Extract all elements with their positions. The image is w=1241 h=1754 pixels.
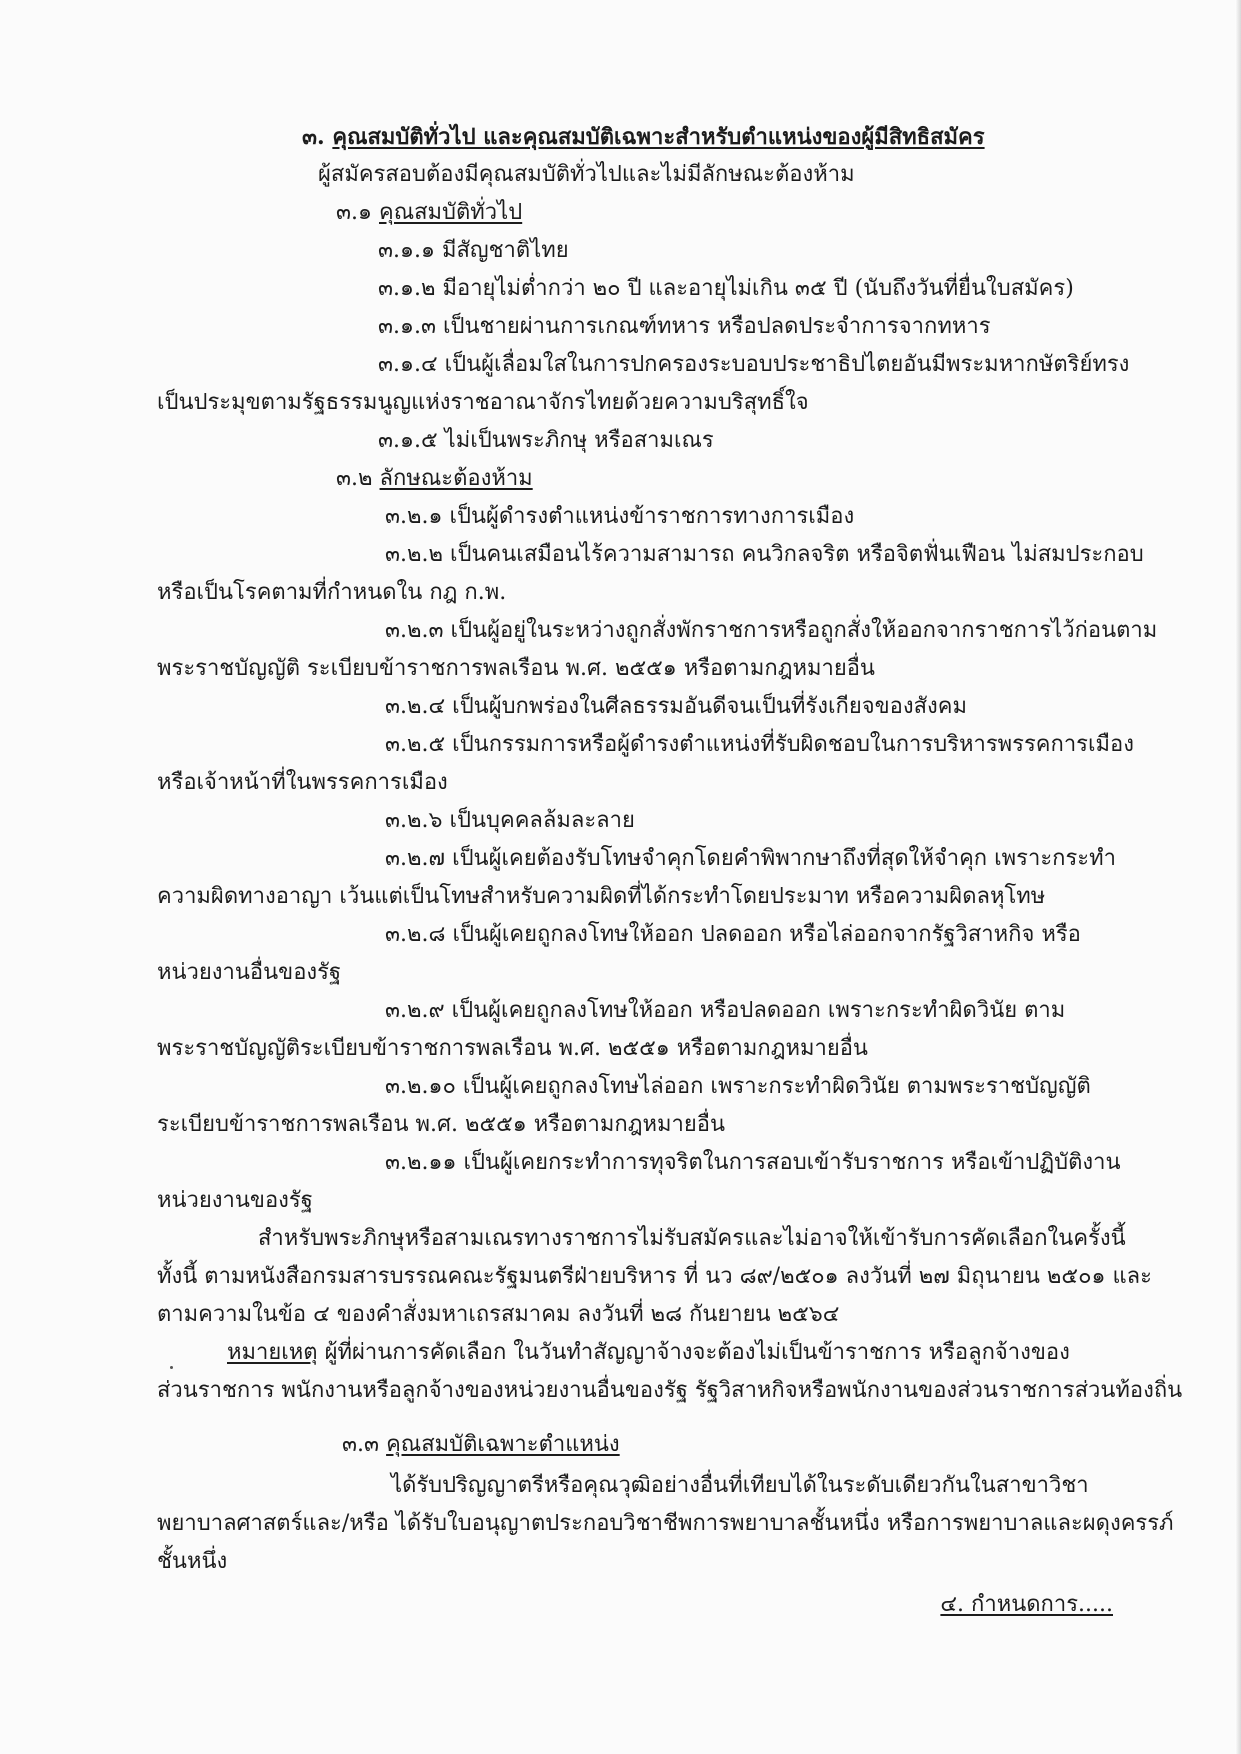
item-3-2-10: ๓.๒.๑๐ เป็นผู้เคยถูกลงโทษไล่ออก เพราะกระทำผิดวินัย ตามพระราชบัญญัติ bbox=[385, 1074, 1091, 1099]
item-3-1-5: ๓.๑.๕ ไม่เป็นพระภิกษุ หรือสามเณร bbox=[378, 428, 714, 453]
item-3-2-8: ๓.๒.๘ เป็นผู้เคยถูกลงโทษให้ออก ปลดออก หรือไล่ออกจากรัฐวิสาหกิจ หรือ bbox=[385, 922, 1081, 947]
subsection-3-2-heading bbox=[336, 464, 533, 494]
item-3-2-2-cont: หรือเป็นโรคตามที่กำหนดใน กฎ ก.พ. bbox=[157, 580, 507, 605]
item-3-2-1: ๓.๒.๑ เป็นผู้ดำรงตำแหน่งข้าราชการทางการเมือง bbox=[385, 504, 855, 529]
item-3-2-2: ๓.๒.๒ เป็นคนเสมือนไร้ความสามารถ คนวิกลจริต หรือจิตฟั่นเฟือน ไม่สมประกอบ bbox=[385, 542, 1144, 567]
section-3-intro: ผู้สมัครสอบต้องมีคุณสมบัติทั่วไปและไม่มีลักษณะต้องห้าม bbox=[318, 162, 855, 187]
subsection-3-3-title: คุณสมบัติเฉพาะตำแหน่ง bbox=[386, 1432, 620, 1457]
item-3-2-4: ๓.๒.๔ เป็นผู้บกพร่องในศีลธรรมอันดีจนเป็นที่รังเกียจของสังคม bbox=[385, 694, 967, 719]
monk-note-line-1: สำหรับพระภิกษุหรือสามเณรทางราชการไม่รับสมัครและไม่อาจให้เข้ารับการคัดเลือกในครั้งนี้ bbox=[258, 1226, 1126, 1251]
item-3-2-8-cont: หน่วยงานอื่นของรัฐ bbox=[157, 960, 342, 985]
section-3-number: ๓. bbox=[302, 124, 325, 150]
next-page-continuation: ๔. กำหนดการ..... bbox=[940, 1592, 1113, 1617]
item-3-1-4-cont: เป็นประมุขตามรัฐธรรมนูญแห่งราชอาณาจักรไทยด้วยความบริสุทธิ์ใจ bbox=[157, 390, 809, 415]
item-3-1-1: ๓.๑.๑ มีสัญชาติไทย bbox=[378, 238, 569, 263]
section-3-heading bbox=[302, 122, 985, 152]
scan-speck bbox=[170, 1366, 173, 1369]
subsection-3-1-number: ๓.๑ bbox=[336, 200, 372, 225]
subsection-3-2-title: ลักษณะต้องห้าม bbox=[379, 466, 533, 491]
section-3-title: คุณสมบัติทั่วไป และคุณสมบัติเฉพาะสำหรับตำแหน่งของผู้มีสิทธิสมัคร bbox=[332, 124, 985, 150]
subsection-3-3-heading bbox=[342, 1430, 620, 1460]
subsection-3-3-number: ๓.๓ bbox=[342, 1432, 380, 1457]
item-3-2-7: ๓.๒.๗ เป็นผู้เคยต้องรับโทษจำคุกโดยคำพิพากษาถึงที่สุดให้จำคุก เพราะกระทำ bbox=[385, 846, 1116, 871]
item-3-1-3: ๓.๑.๓ เป็นชายผ่านการเกณฑ์ทหาร หรือปลดประจำการจากทหาร bbox=[378, 314, 991, 339]
item-3-2-10-cont: ระเบียบข้าราชการพลเรือน พ.ศ. ๒๕๕๑ หรือตามกฎหมายอื่น bbox=[157, 1112, 725, 1137]
item-3-2-6: ๓.๒.๖ เป็นบุคคลล้มละลาย bbox=[385, 808, 635, 833]
item-3-2-3-cont: พระราชบัญญัติ ระเบียบข้าราชการพลเรือน พ.ศ. ๒๕๕๑ หรือตามกฎหมายอื่น bbox=[157, 656, 875, 681]
page-edge-shadow bbox=[1235, 0, 1241, 1754]
remark-text-1: ผู้ที่ผ่านการคัดเลือก ในวันทำสัญญาจ้างจะต้องไม่เป็นข้าราชการ หรือลูกจ้างของ bbox=[324, 1340, 1070, 1365]
remark-line-1 bbox=[227, 1338, 1070, 1368]
subsection-3-3-line-2: พยาบาลศาสตร์และ/หรือ ได้รับใบอนุญาตประกอบวิชาชีพการพยาบาลชั้นหนึ่ง หรือการพยาบาลและผดุงครรภ์ bbox=[157, 1511, 1174, 1536]
subsection-3-1-title: คุณสมบัติทั่วไป bbox=[379, 200, 523, 225]
item-3-2-3: ๓.๒.๓ เป็นผู้อยู่ในระหว่างถูกสั่งพักราชการหรือถูกสั่งให้ออกจากราชการไว้ก่อนตาม bbox=[385, 618, 1158, 643]
item-3-2-11-cont: หน่วยงานของรัฐ bbox=[157, 1188, 313, 1213]
item-3-2-9: ๓.๒.๙ เป็นผู้เคยถูกลงโทษให้ออก หรือปลดออก เพราะกระทำผิดวินัย ตาม bbox=[385, 998, 1066, 1023]
remark-label: หมายเหตุ bbox=[227, 1340, 318, 1365]
item-3-1-2: ๓.๑.๒ มีอายุไม่ต่ำกว่า ๒๐ ปี และอายุไม่เกิน ๓๕ ปี (นับถึงวันที่ยื่นใบสมัคร) bbox=[378, 276, 1074, 301]
subsection-3-3-line-3: ชั้นหนึ่ง bbox=[157, 1549, 228, 1574]
monk-note-line-2: ทั้งนี้ ตามหนังสือกรมสารบรรณคณะรัฐมนตรีฝ่ายบริหาร ที่ นว ๘๙/๒๕๐๑ ลงวันที่ ๒๗ มิถุนายน ๒๕๐๑ และ bbox=[157, 1264, 1152, 1289]
item-3-2-9-cont: พระราชบัญญัติระเบียบข้าราชการพลเรือน พ.ศ. ๒๕๕๑ หรือตามกฎหมายอื่น bbox=[157, 1036, 868, 1061]
subsection-3-1-heading bbox=[336, 198, 522, 228]
item-3-2-5: ๓.๒.๕ เป็นกรรมการหรือผู้ดำรงตำแหน่งที่รับผิดชอบในการบริหารพรรคการเมือง bbox=[385, 732, 1134, 757]
monk-note-line-3: ตามความในข้อ ๔ ของคำสั่งมหาเถรสมาคม ลงวันที่ ๒๘ กันยายน ๒๕๖๔ bbox=[157, 1302, 840, 1327]
subsection-3-3-line-1: ได้รับปริญญาตรีหรือคุณวุฒิอย่างอื่นที่เทียบได้ในระดับเดียวกันในสาขาวิชา bbox=[391, 1473, 1089, 1498]
remark-line-2: ส่วนราชการ พนักงานหรือลูกจ้างของหน่วยงานอื่นของรัฐ รัฐวิสาหกิจหรือพนักงานของส่วนราชการส่วนท้องถิ่น bbox=[157, 1378, 1183, 1403]
item-3-2-5-cont: หรือเจ้าหน้าที่ในพรรคการเมือง bbox=[157, 770, 448, 795]
item-3-1-4: ๓.๑.๔ เป็นผู้เลื่อมใสในการปกครองระบอบประชาธิปไตยอันมีพระมหากษัตริย์ทรง bbox=[378, 352, 1130, 377]
item-3-2-11: ๓.๒.๑๑ เป็นผู้เคยกระทำการทุจริตในการสอบเข้ารับราชการ หรือเข้าปฏิบัติงาน bbox=[385, 1150, 1121, 1175]
subsection-3-2-number: ๓.๒ bbox=[336, 466, 373, 491]
item-3-2-7-cont: ความผิดทางอาญา เว้นแต่เป็นโทษสำหรับความผิดที่ได้กระทำโดยประมาท หรือความผิดลหุโทษ bbox=[157, 884, 1046, 909]
